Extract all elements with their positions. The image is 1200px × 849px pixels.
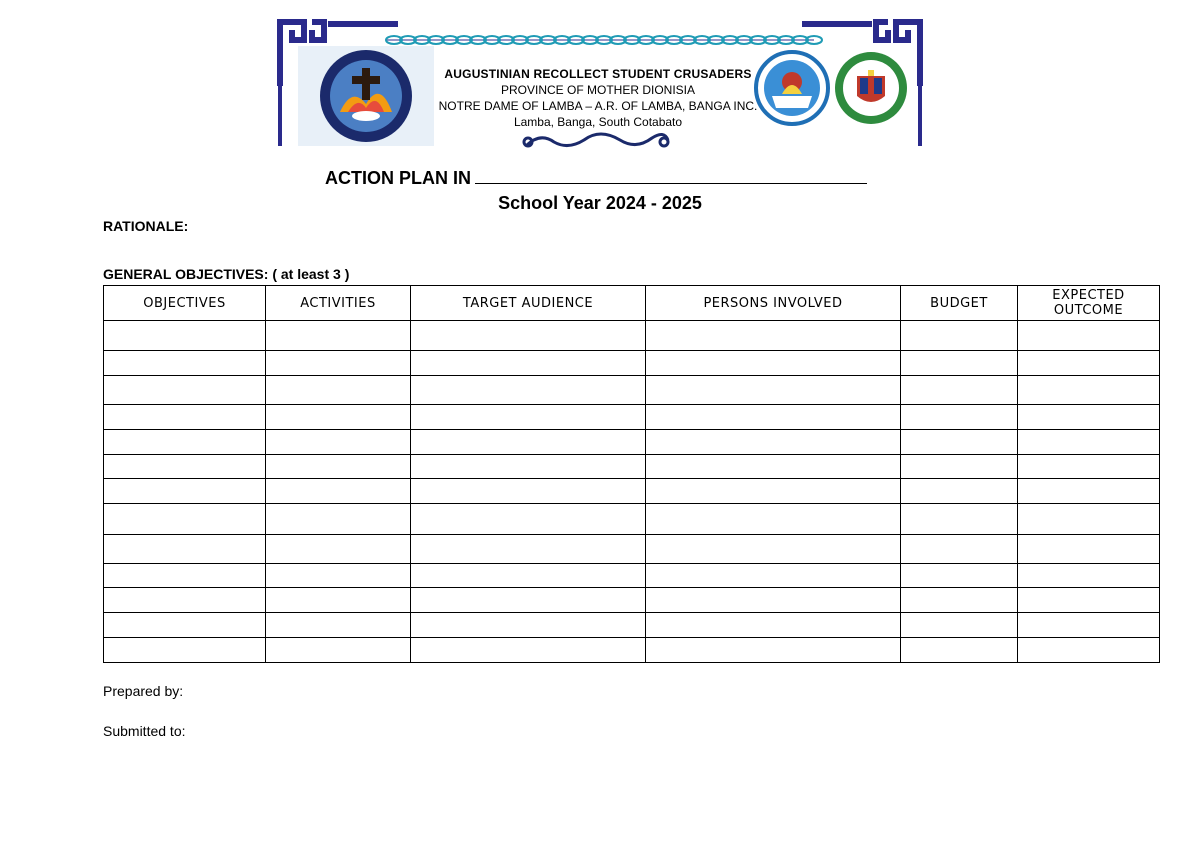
table-cell[interactable] (646, 376, 901, 405)
table-row (104, 535, 1160, 564)
table-cell[interactable] (411, 479, 646, 504)
table-cell[interactable] (1018, 588, 1160, 613)
table-cell[interactable] (901, 613, 1018, 638)
scroll-ornament (524, 134, 668, 146)
title-blank-line (475, 169, 867, 184)
organization-info (438, 66, 758, 130)
table-cell[interactable] (646, 455, 901, 479)
province-name: PROVINCE OF MOTHER DIONISIA (500, 83, 695, 97)
table-cell[interactable] (104, 430, 266, 455)
table-cell[interactable] (901, 430, 1018, 455)
table-cell[interactable] (646, 504, 901, 535)
table-cell[interactable] (901, 535, 1018, 564)
table-row (104, 479, 1160, 504)
table-cell[interactable] (104, 351, 266, 376)
table-row (104, 405, 1160, 430)
org-name: AUGUSTINIAN RECOLLECT STUDENT CRUSADERS (444, 67, 752, 81)
table-cell[interactable] (411, 376, 646, 405)
table-cell[interactable] (1018, 321, 1160, 351)
table-cell[interactable] (104, 405, 266, 430)
table-cell[interactable] (411, 638, 646, 663)
table-row (104, 564, 1160, 588)
action-plan-title (325, 168, 867, 189)
table-cell[interactable] (1018, 504, 1160, 535)
table-cell[interactable] (1018, 351, 1160, 376)
table-cell[interactable] (411, 321, 646, 351)
table-header-row (104, 286, 1160, 321)
table-cell[interactable] (266, 504, 411, 535)
table-cell[interactable] (104, 535, 266, 564)
table-cell[interactable] (104, 564, 266, 588)
table-cell[interactable] (266, 638, 411, 663)
column-header-expected-outcome: EXPECTED OUTCOME (1018, 286, 1160, 321)
table-cell[interactable] (646, 638, 901, 663)
table-cell[interactable] (266, 588, 411, 613)
table-body (104, 321, 1160, 663)
table-cell[interactable] (901, 321, 1018, 351)
table-cell[interactable] (411, 535, 646, 564)
crusaders-seal-logo (298, 46, 434, 146)
table-cell[interactable] (266, 535, 411, 564)
table-cell[interactable] (266, 430, 411, 455)
table-cell[interactable] (411, 613, 646, 638)
table-cell[interactable] (901, 376, 1018, 405)
table-cell[interactable] (266, 455, 411, 479)
table-row (104, 504, 1160, 535)
table-cell[interactable] (411, 455, 646, 479)
chain-ornament (386, 36, 822, 44)
table-cell[interactable] (104, 588, 266, 613)
table-cell[interactable] (901, 405, 1018, 430)
table-row (104, 588, 1160, 613)
table-cell[interactable] (411, 588, 646, 613)
table-cell[interactable] (646, 351, 901, 376)
column-header-persons-involved: PERSONS INVOLVED (646, 286, 901, 321)
table-row (104, 638, 1160, 663)
table-cell[interactable] (411, 564, 646, 588)
general-objectives-label: GENERAL OBJECTIVES: ( at least 3 ) (103, 266, 350, 282)
table-cell[interactable] (266, 351, 411, 376)
table-cell[interactable] (1018, 455, 1160, 479)
table-cell[interactable] (901, 564, 1018, 588)
table-cell[interactable] (1018, 376, 1160, 405)
header-banner (268, 16, 932, 152)
table-cell[interactable] (1018, 535, 1160, 564)
school-location: Lamba, Banga, South Cotabato (513, 115, 683, 129)
table-row (104, 455, 1160, 479)
submitted-to-label: Submitted to: (103, 723, 186, 739)
table-cell[interactable] (1018, 479, 1160, 504)
table-cell[interactable] (646, 405, 901, 430)
table-cell[interactable] (266, 613, 411, 638)
table-cell[interactable] (901, 479, 1018, 504)
table-cell[interactable] (901, 504, 1018, 535)
table-cell[interactable] (104, 613, 266, 638)
table-cell[interactable] (646, 535, 901, 564)
table-cell[interactable] (1018, 613, 1160, 638)
prepared-by-label: Prepared by: (103, 683, 184, 699)
table-cell[interactable] (901, 588, 1018, 613)
table-cell[interactable] (104, 479, 266, 504)
table-cell[interactable] (646, 564, 901, 588)
table-cell[interactable] (104, 504, 266, 535)
notre-dame-seal-logo (756, 52, 828, 124)
table-cell[interactable] (1018, 638, 1160, 663)
table-cell[interactable] (901, 455, 1018, 479)
column-header-budget: BUDGET (901, 286, 1018, 321)
table-cell[interactable] (1018, 405, 1160, 430)
table-cell[interactable] (646, 321, 901, 351)
table-cell[interactable] (901, 351, 1018, 376)
school-green-seal-logo (835, 52, 907, 124)
table-cell[interactable] (646, 613, 901, 638)
table-cell[interactable] (1018, 564, 1160, 588)
table-cell[interactable] (411, 430, 646, 455)
table-row (104, 351, 1160, 376)
table-cell[interactable] (266, 376, 411, 405)
table-cell[interactable] (646, 479, 901, 504)
table-cell[interactable] (411, 405, 646, 430)
table-cell[interactable] (411, 504, 646, 535)
rationale-label: RATIONALE: (103, 218, 189, 234)
table-cell[interactable] (104, 321, 266, 351)
table-row (104, 376, 1160, 405)
school-year: School Year 2024 - 2025 (498, 193, 702, 213)
action-plan-table (103, 285, 1160, 663)
table-cell[interactable] (104, 638, 266, 663)
table-cell[interactable] (266, 479, 411, 504)
table-cell[interactable] (646, 588, 901, 613)
table-cell[interactable] (901, 638, 1018, 663)
table-row (104, 430, 1160, 455)
school-name: NOTRE DAME OF LAMBA – A.R. OF LAMBA, BANGA INC. (438, 99, 758, 113)
table-row (104, 613, 1160, 638)
table-row (104, 321, 1160, 351)
column-header-activities: ACTIVITIES (266, 286, 411, 321)
table-cell[interactable] (266, 564, 411, 588)
table-cell[interactable] (104, 376, 266, 405)
table-cell[interactable] (646, 430, 901, 455)
table-cell[interactable] (104, 455, 266, 479)
action-plan-prefix: ACTION PLAN IN (325, 168, 471, 188)
table-cell[interactable] (266, 405, 411, 430)
table-cell[interactable] (1018, 430, 1160, 455)
column-header-objectives: OBJECTIVES (104, 286, 266, 321)
column-header-target-audience: TARGET AUDIENCE (411, 286, 646, 321)
table-cell[interactable] (266, 321, 411, 351)
table-cell[interactable] (411, 351, 646, 376)
